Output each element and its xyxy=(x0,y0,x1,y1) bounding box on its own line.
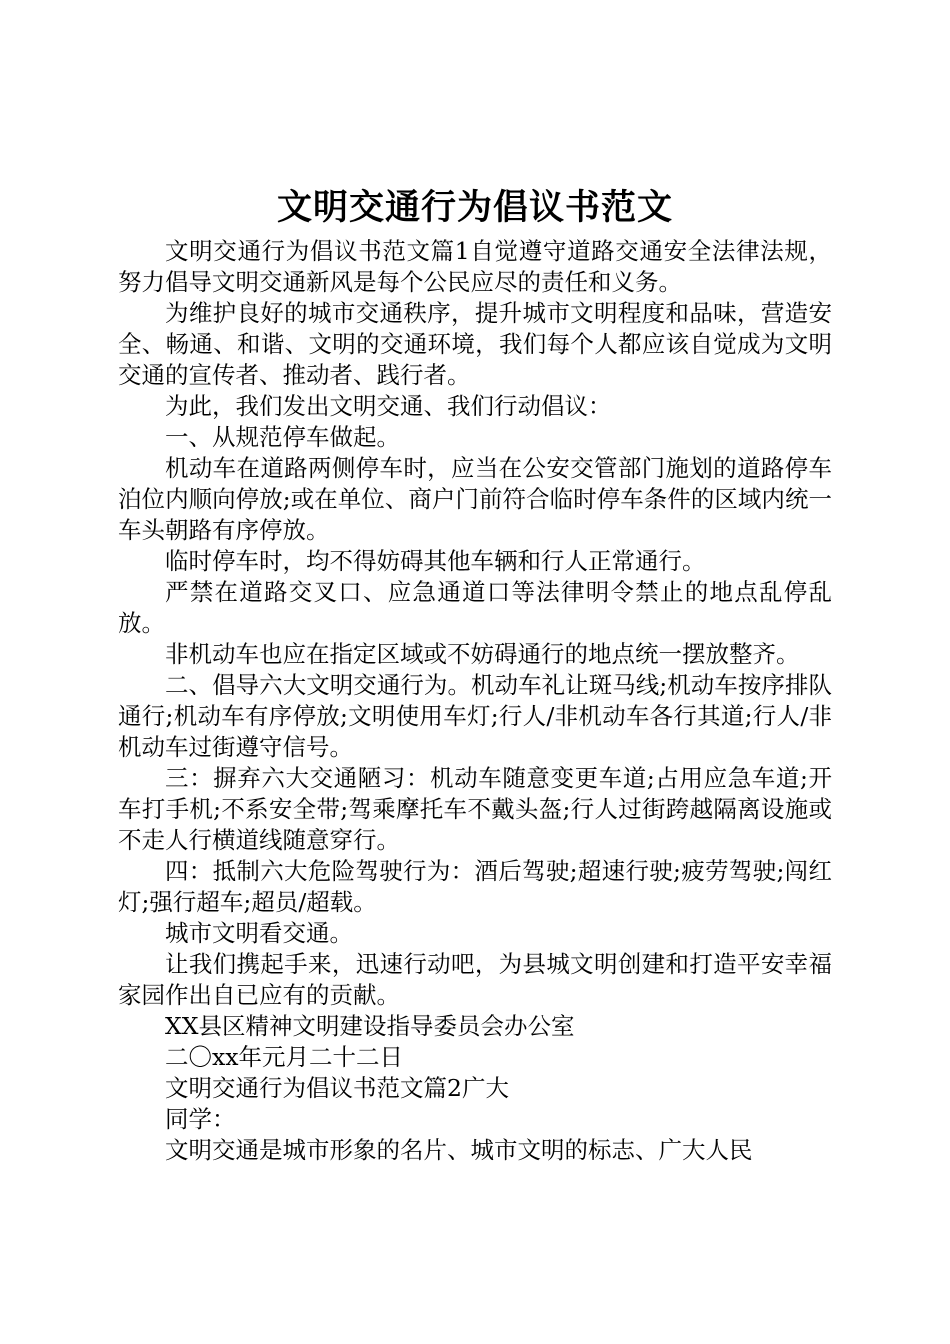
paragraph: 为维护良好的城市交通秩序，提升城市文明程度和品味，营造安全、畅通、和谐、文明的交通环境，我们每个人都应该自觉成为文明交通的宣传者、推动者、践行者。 xyxy=(118,299,832,389)
paragraph: 临时停车时，均不得妨碍其他车辆和行人正常通行。 xyxy=(165,547,706,575)
paragraph: 三：摒弃六大交通陋习：机动车随意变更车道;占用应急车道;开车打手机;不系安全带;驾乘摩托车不戴头盔;行人过街跨越隔离设施或不走人行横道线随意穿行。 xyxy=(118,764,832,854)
paragraph: 文明交通是城市形象的名片、城市文明的标志、广大人民 xyxy=(165,1136,753,1164)
signature-organization: XX县区精神文明建设指导委员会办公室 xyxy=(165,1012,575,1040)
signature-date: 二〇xx年元月二十二日 xyxy=(165,1043,404,1071)
paragraph: 非机动车也应在指定区域或不妨碍通行的地点统一摆放整齐。 xyxy=(165,640,800,668)
paragraph: 机动车在道路两侧停车时，应当在公安交管部门施划的道路停车泊位内顺向停放;或在单位、商户门前符合临时停车条件的区域内统一车头朝路有序停放。 xyxy=(118,454,832,544)
paragraph: 城市文明看交通。 xyxy=(165,919,353,947)
salutation: 同学： xyxy=(165,1105,236,1133)
paragraph: 二、倡导六大文明交通行为。机动车礼让斑马线;机动车按序排队通行;机动车有序停放;文明使用车灯;行人/非机动车各行其道;行人/非机动车过街遵守信号。 xyxy=(118,671,832,761)
paragraph: 一、从规范停车做起。 xyxy=(165,423,400,451)
paragraph: 为此，我们发出文明交通、我们行动倡议： xyxy=(165,392,612,420)
paragraph: 让我们携起手来，迅速行动吧，为县城文明创建和打造平安幸福家园作出自已应有的贡献。 xyxy=(118,950,832,1009)
paragraph: 四：抵制六大危险驾驶行为：酒后驾驶;超速行驶;疲劳驾驶;闯红灯;强行超车;超员/超载。 xyxy=(118,857,832,916)
paragraph: 严禁在道路交叉口、应急通道口等法律明令禁止的地点乱停乱放。 xyxy=(118,578,832,637)
document-title: 文明交通行为倡议书范文 xyxy=(276,187,673,228)
paragraph: 文明交通行为倡议书范文篇1自觉遵守道路交通安全法律法规，努力倡导文明交通新风是每个公民应尽的责任和义务。 xyxy=(118,237,832,296)
section-heading: 文明交通行为倡议书范文篇2广大 xyxy=(165,1074,509,1102)
document-page xyxy=(118,182,832,1166)
